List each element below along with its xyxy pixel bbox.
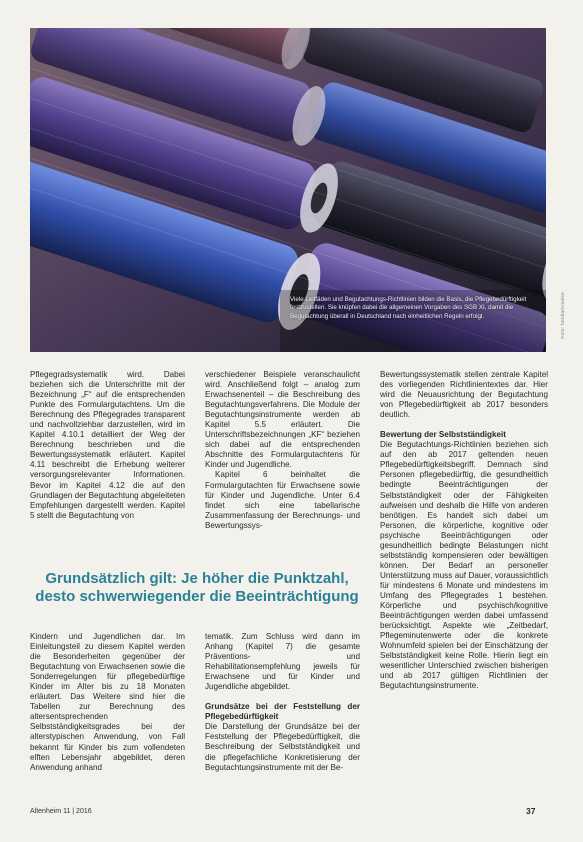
- issue-label: Altenheim 11 | 2016: [30, 808, 92, 815]
- body-paragraph: tematik. Zum Schluss wird dann im Anhang (Kapitel 7) die gesamte Präventions- und Rehabilitationsempfehlung jeweils für Erwachsene und für Kinder und Jugendliche abgebildet.: [205, 632, 360, 692]
- body-paragraph: Pflegegradsystematik wird. Dabei beziehen sich die Unterschritte mit der Bezeichnung „F“ auf die entsprechenden Punkte des Formulargutachtens. Um die Berechnung des Pflegegrades transparent und nachvollziehbar darzustellen, wird im Kapitel 4.10.1 detailliert der Weg der Berechnung beschrieben und die Bewertungssystematik erläutert. Kapitel 4.11 beschreibt die Erhebung weiterer versorgungsrelevanter Informationen. Bevor im Kapitel 4.12 die auf den Grundlagen der Begutachtung abgeleiteten Empfehlungen dargestellt werden. Kapitel 5 stellt die Begutachtung von: [30, 370, 185, 520]
- column-3: [380, 370, 548, 691]
- body-paragraph: verschiedener Beispiele veranschaulicht wird. Anschließend folgt – analog zum Erwachsenenteil – die Beschreibung des Begutachtungsverfahrens. Die Module der Begutachtungsinstrumente werden ab Kapitel 5.5 erläutert. Die Unterschriftsbezeichnungen „KF“ beziehen sich dabei auf die entsprechenden Abschnitte des Formulargutachtens für Kinder und Jugendliche.: [205, 370, 360, 470]
- pull-quote: Grundsätzlich gilt: Je höher die Punktzahl, desto schwerwiegender die Beeinträchtigung: [35, 570, 359, 605]
- column-1-top: [30, 370, 185, 521]
- photo-caption: Viele Leitfäden und Begutachtungs-Richtlinien bilden die Basis, die Pflegebedürftigkeit festzustellen. Sie knüpfen dabei die allgemeinen Vorgaben des SGB XI, damit die Begutachtung überall in Deutschland nach einheitlichen Regeln erfolgt.: [290, 296, 527, 320]
- body-paragraph: Kindern und Jugendlichen dar. Im Einleitungsteil zu diesem Kapitel werden die Besonderheiten gegenüber der Begutachtung von Erwachsenen sowie die Sonderregelungen für pflegebedürftige Kinder im Alter bis zu 18 Monaten erläutert. Das Weitere sind hier die Tabellen zur Berechnung des altersentsprechenden Selbstständigkeitsgrades bei der alterstypischen Anwendung, von Fall bekannt für Kinder bis zum vollendeten elften Lebensjahr abgebildet, deren Anwendung anhand: [30, 632, 185, 772]
- column-1-bottom: [30, 632, 185, 773]
- column-2-top: [205, 370, 360, 531]
- photo-credit: Foto: fotolia/Ameise: [560, 292, 565, 339]
- page-number: 37: [526, 806, 536, 816]
- column-2-bottom: [205, 632, 360, 773]
- body-paragraph: Die Darstellung der Grundsätze bei der Feststellung der Pflegebedürftigkeit, die Beschreibung der Selbstständigkeit und die pflegefachliche Konkretisierung der Begutachtungsinstrumente mit der Be-: [205, 722, 360, 772]
- section-heading: Bewertung der Selbstständigkeit: [380, 430, 506, 440]
- body-paragraph: Bewertungssystematik stellen zentrale Kapitel des vorliegenden Richtlinientextes dar. Hier wird die Neuausrichtung der Begutachtung von Pflegebedürftigkeit ab 2017 besonders deutlich.: [380, 370, 548, 420]
- body-paragraph: Kapitel 6 beinhaltet die Formulargutachten für Erwachsene sowie für Kinder und Jugendliche. Unter 6.4 findet sich eine tabellarische Zusammenfassung der Berechnungs- und Bewertungssys-: [205, 470, 360, 530]
- body-paragraph: Die Begutachtungs-Richtlinien beziehen sich auf den ab 2017 geltenden neuen Pflegebedürftigkeitsbegriff. Demnach sind Personen pflegebedürftig, die gesundheitlich bedingte Beeinträchtigungen der Selbstständigkeit oder der Fähigkeiten aufweisen und deshalb die Hilfe von anderen benötigen. Es handelt sich dabei um Personen, die körperliche, kognitive oder psychische Beeinträchtigungen oder gesundheitlich bedingte Belastungen nicht selbstständig kompensieren oder bewältigen können. Der Bedarf an personeller Unterstützung muss auf Dauer, voraussichtlich für mindestens 6 Monate und mindestens im Umfang des Pflegegrades 1 bestehen. Körperliche und psychisch/kognitive Beeinträchtigungen werden dabei umfassend berücksichtigt. Aspekte wie „Zeitbedarf, Pflegeminutenwerte oder die konkrete Wohnumfeld spielen bei der Einschätzung der Selbstständigkeit keine Rolle. Hierin liegt ein wesentlicher Unterschied zwischen bisherigen und ab 2017 gültigen Richtlinien der Begutachtungsinstrumente.: [380, 440, 548, 691]
- section-heading: Grundsätze bei der Feststellung der Pflegebedürftigkeit: [205, 702, 360, 722]
